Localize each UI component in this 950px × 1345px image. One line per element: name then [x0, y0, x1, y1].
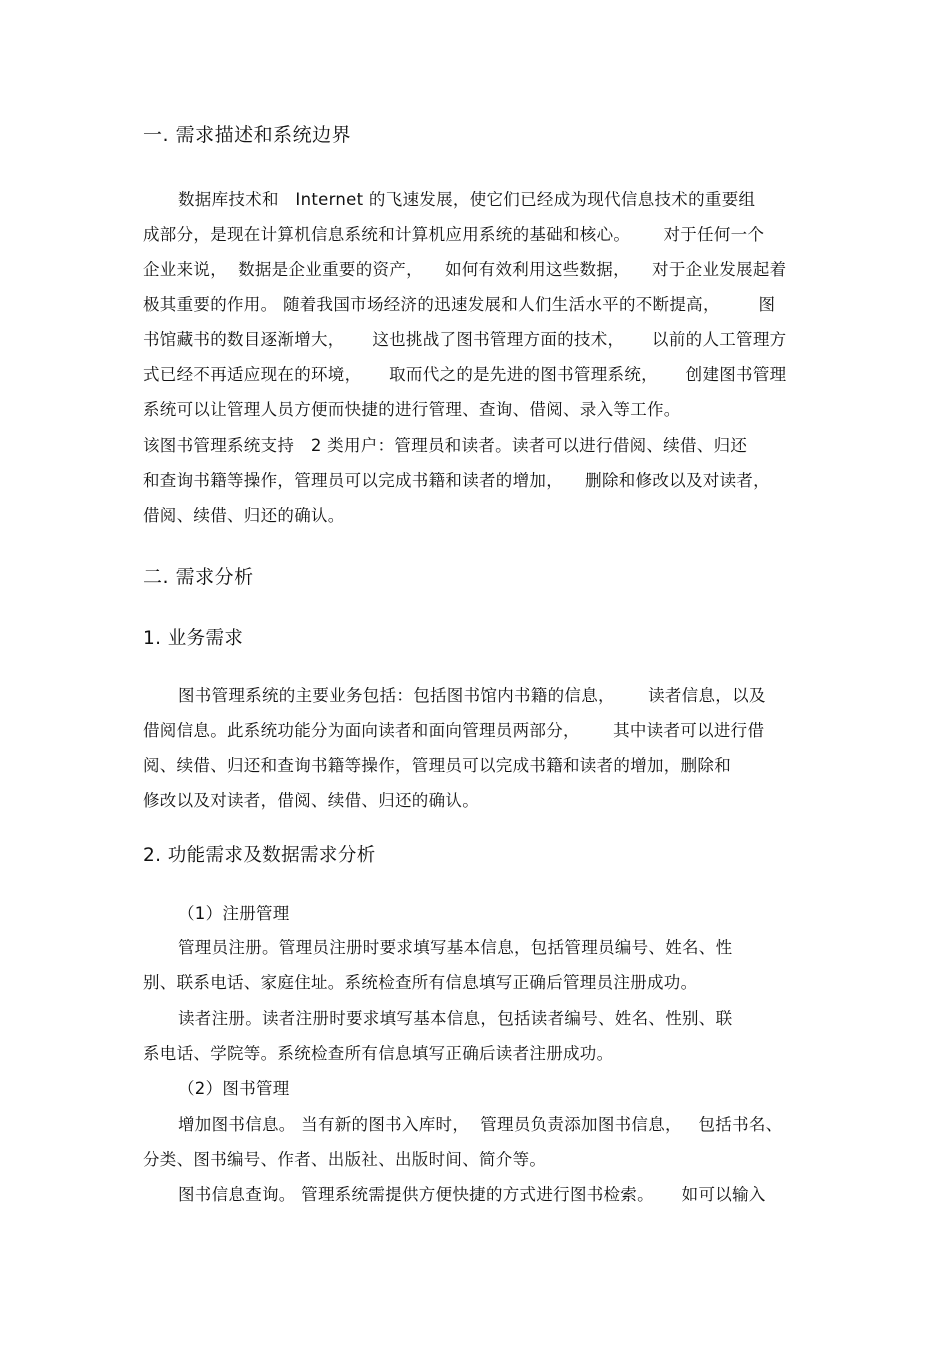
section-1-para-1-line: 成部分，是现在计算机信息系统和计算机应用系统的基础和核心。 对于任何一个 [143, 225, 765, 244]
business-para-line: 修改以及对读者，借阅、续借、归还的确认。 [143, 791, 479, 810]
section-1-para-1-line: 式已经不再适应现在的环境， 取而代之的是先进的图书管理系统， 创建图书管理 [143, 365, 787, 384]
section-2-heading: 二. 需求分析 [143, 566, 254, 588]
item-2-label: （2）图书管理 [178, 1079, 290, 1098]
add-book-line: 分类、图书编号、作者、出版社、出版时间、简介等。 [143, 1150, 547, 1169]
section-1-para-2-line: 借阅、续借、归还的确认。 [143, 506, 345, 525]
business-para-line: 阅、续借、归还和查询书籍等操作，管理员可以完成书籍和读者的增加，删除和 [143, 756, 731, 775]
section-1-para-1-line: 系统可以让管理人员方便而快捷的进行管理、查询、借阅、录入等工作。 [143, 400, 681, 419]
section-1-para-1-line: 极其重要的作用。 随着我国市场经济的迅速发展和人们生活水平的不断提高， 图 [143, 295, 776, 314]
subsection-1-heading: 1. 业务需求 [143, 628, 244, 649]
reader-register-line: 系电话、学院等。系统检查所有信息填写正确后读者注册成功。 [143, 1044, 614, 1063]
section-1-heading: 一. 需求描述和系统边界 [143, 124, 352, 146]
query-book-line: 图书信息查询。 管理系统需提供方便快捷的方式进行图书检索。 如可以输入 [178, 1185, 766, 1204]
section-1-para-2-line: 该图书管理系统支持 2 类用户：管理员和读者。读者可以进行借阅、续借、归还 [143, 436, 748, 455]
reader-register-line: 读者注册。读者注册时要求填写基本信息，包括读者编号、姓名、性别、联 [178, 1009, 733, 1028]
section-1-para-2-line: 和查询书籍等操作，管理员可以完成书籍和读者的增加， 删除和修改以及对读者， [143, 471, 770, 490]
business-para-line: 图书管理系统的主要业务包括：包括图书馆内书籍的信息， 读者信息，以及 [178, 686, 766, 705]
add-book-line: 增加图书信息。 当有新的图书入库时， 管理员负责添加图书信息， 包括书名、 [178, 1115, 783, 1134]
admin-register-line: 管理员注册。管理员注册时要求填写基本信息，包括管理员编号、姓名、性 [178, 938, 733, 957]
admin-register-line: 别、联系电话、家庭住址。系统检查所有信息填写正确后管理员注册成功。 [143, 973, 698, 992]
section-1-para-1-line: 书馆藏书的数目逐渐增大， 这也挑战了图书管理方面的技术， 以前的人工管理方 [143, 330, 787, 349]
subsection-2-heading: 2. 功能需求及数据需求分析 [143, 845, 376, 866]
business-para-line: 借阅信息。此系统功能分为面向读者和面向管理员两部分， 其中读者可以进行借 [143, 721, 765, 740]
section-1-para-1-line: 企业来说， 数据是企业重要的资产， 如何有效利用这些数据， 对于企业发展起着 [143, 260, 787, 279]
section-1-para-1-line: 数据库技术和 Internet 的飞速发展，使它们已经成为现代信息技术的重要组 [178, 190, 756, 209]
item-1-label: （1）注册管理 [178, 904, 290, 923]
